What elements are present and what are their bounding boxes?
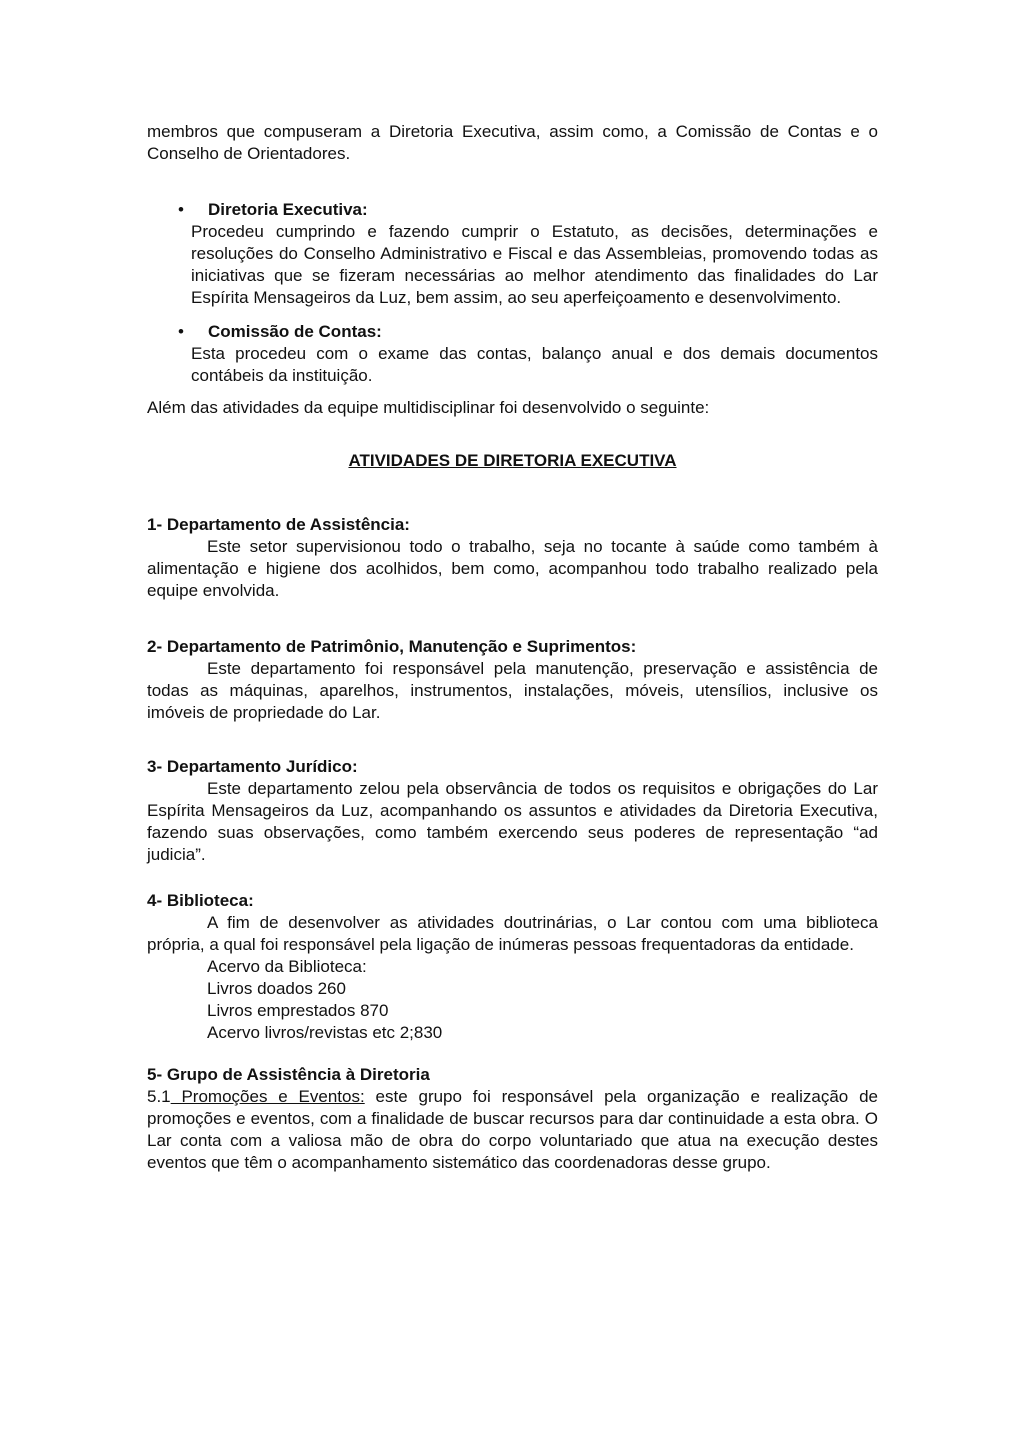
section-juridico (147, 756, 878, 866)
bullet-list (147, 199, 878, 387)
section-assistencia (147, 514, 878, 602)
acervo-line: Acervo livros/revistas etc 2;830 (207, 1023, 443, 1042)
acervo-line: Livros doados 260 (207, 979, 346, 998)
acervo-list (147, 956, 878, 1044)
section-heading: 3- Departamento Jurídico: (147, 757, 358, 776)
subsection-number: 5.1 (147, 1087, 171, 1106)
bullet-title: Comissão de Contas: (208, 322, 382, 341)
section-patrimonio (147, 636, 878, 724)
bullet-item-diretoria (147, 199, 878, 309)
document-content (147, 121, 878, 1174)
acervo-line: Livros emprestados 870 (207, 1001, 389, 1020)
section-heading: 1- Departamento de Assistência: (147, 515, 410, 534)
section-biblioteca (147, 890, 878, 1044)
bullet-text: Procedeu cumprindo e fazendo cumprir o Estatuto, as decisões, determinações e resoluções do Conselho Administrativo e Fiscal e das Assembleias, promovendo todas as iniciativas que se fizeram necessárias ao melhor atendimento das finalidades do Lar Espírita Mensageiros da Luz, bem assim, ao seu aperfeiçoamento e desenvolvimento. (191, 222, 878, 307)
bullet-icon: • (178, 200, 184, 219)
subsection-text: este grupo foi responsável pela organização e realização de promoções e eventos, com a finalidade de buscar recursos para dar continuidade a esta obra. O Lar conta com a valiosa mão de obra do corpo voluntariado que atua na execução destes eventos que têm o acompanhamento sistemático das coordenadoras desse grupo. (147, 1087, 878, 1172)
section-text: A fim de desenvolver as atividades doutrinárias, o Lar contou com uma biblioteca própria, a qual foi responsável pela ligação de inúmeras pessoas frequentadoras da entidade. (147, 913, 878, 954)
bullet-text: Esta procedeu com o exame das contas, balanço anual e dos demais documentos contábeis da instituição. (191, 344, 878, 385)
subsection-title: Promoções e Eventos: (170, 1087, 365, 1106)
after-bullets-paragraph: Além das atividades da equipe multidisciplinar foi desenvolvido o seguinte: (147, 398, 710, 417)
acervo-line: Acervo da Biblioteca: (207, 957, 367, 976)
bullet-item-comissao (147, 321, 878, 387)
section-text: Este departamento zelou pela observância de todos os requisitos e obrigações do Lar Espírita Mensageiros da Luz, acompanhando os assuntos e atividades da Diretoria Executiva, fazendo suas observações, como também exercendo seus poderes de representação “ad judicia”. (147, 779, 878, 864)
section-text (147, 1086, 878, 1174)
section-grupo-assistencia (147, 1064, 878, 1174)
section-heading: 2- Departamento de Patrimônio, Manutenção e Suprimentos: (147, 637, 637, 656)
section-text: Este setor supervisionou todo o trabalho, seja no tocante à saúde como também à alimentação e higiene dos acolhidos, bem como, acompanhou todo trabalho realizado pela equipe envolvida. (147, 537, 878, 600)
section-heading: 4- Biblioteca: (147, 891, 254, 910)
bullet-icon: • (178, 322, 184, 341)
intro-paragraph: membros que compuseram a Diretoria Executiva, assim como, a Comissão de Contas e o Conselho de Orientadores. (147, 122, 878, 163)
section-title: ATIVIDADES DE DIRETORIA EXECUTIVA (348, 451, 677, 470)
bullet-title: Diretoria Executiva: (208, 200, 368, 219)
section-heading: 5- Grupo de Assistência à Diretoria (147, 1065, 430, 1084)
section-text: Este departamento foi responsável pela manutenção, preservação e assistência de todas as máquinas, aparelhos, instrumentos, instalações, móveis, utensílios, inclusive os imóveis de propriedade do Lar. (147, 659, 878, 722)
